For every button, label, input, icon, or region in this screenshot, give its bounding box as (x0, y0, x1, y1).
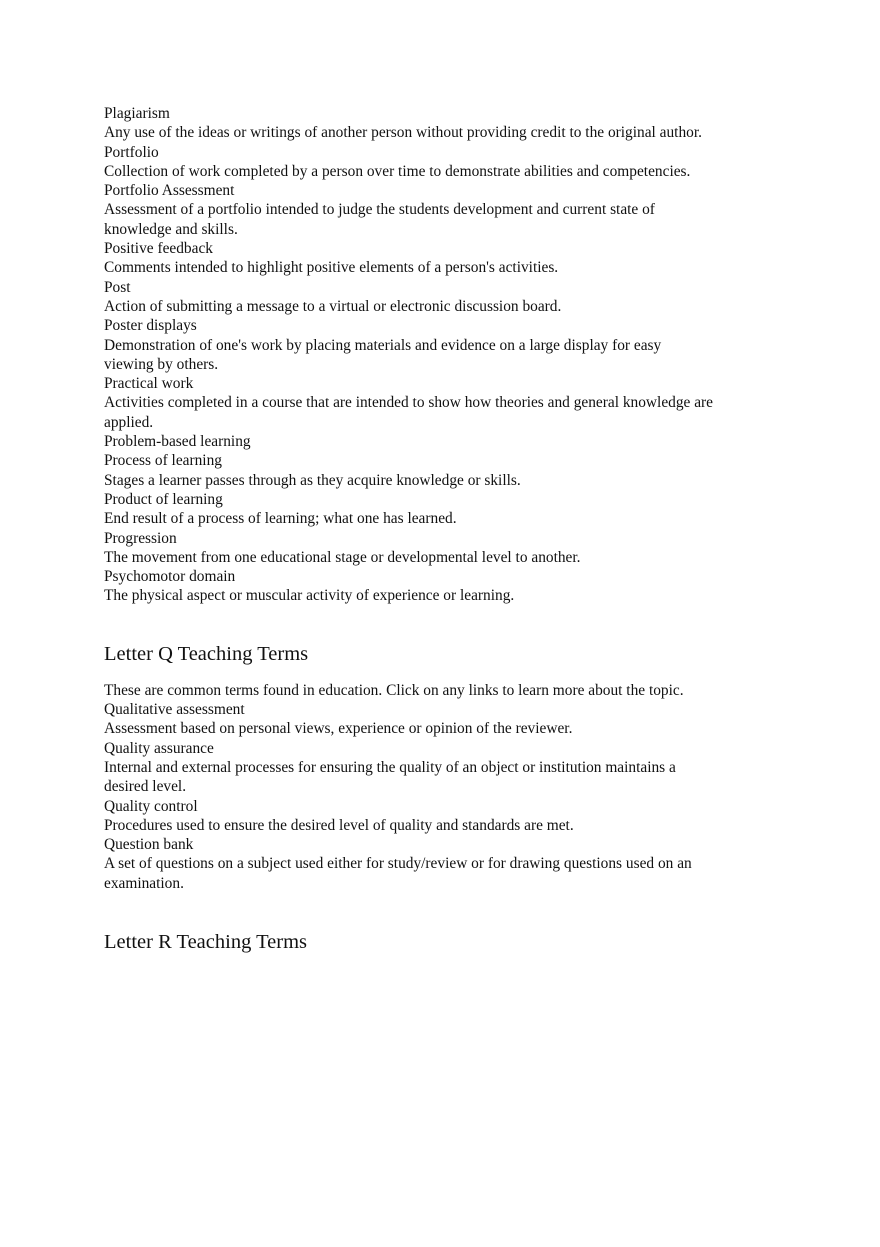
glossary-entry (104, 490, 714, 529)
glossary-entry (104, 143, 714, 182)
definition: Stages a learner passes through as they acquire knowledge or skills. (104, 471, 521, 489)
term: Portfolio (104, 143, 159, 161)
glossary-entry (104, 739, 714, 797)
definition: The physical aspect or muscular activity of experience or learning. (104, 587, 515, 605)
glossary-entry (104, 374, 714, 432)
p-terms-list (104, 104, 714, 606)
definition: A set of questions on a subject used either for study/review or for drawing questions used on an examination. (104, 855, 692, 892)
term: Poster displays (104, 317, 197, 335)
term: Positive feedback (104, 240, 213, 258)
term: Problem-based learning (104, 433, 251, 451)
definition: End result of a process of learning; what one has learned. (104, 510, 457, 528)
glossary-entry (104, 797, 714, 836)
definition: Action of submitting a message to a virtual or electronic discussion board. (104, 297, 562, 315)
definition: Demonstration of one's work by placing materials and evidence on a large display for easy viewing by others. (104, 336, 662, 373)
document-page (104, 104, 714, 955)
term: Process of learning (104, 452, 222, 470)
term: Quality assurance (104, 739, 214, 757)
glossary-entry (104, 700, 714, 739)
glossary-entry (104, 278, 714, 317)
definition: Assessment based on personal views, experience or opinion of the reviewer. (104, 720, 573, 738)
definition: Activities completed in a course that are intended to show how theories and general knowledge are applied. (104, 394, 714, 431)
glossary-entry (104, 451, 714, 490)
definition: Assessment of a portfolio intended to judge the students development and current state of knowledge and skills. (104, 201, 655, 238)
glossary-entry (104, 567, 714, 606)
term: Practical work (104, 375, 194, 393)
term: Psychomotor domain (104, 568, 236, 586)
section-heading-r: Letter R Teaching Terms (104, 930, 308, 953)
term: Qualitative assessment (104, 701, 245, 719)
glossary-entry (104, 529, 714, 568)
definition: Any use of the ideas or writings of another person without providing credit to the original author. (104, 124, 702, 142)
definition: The movement from one educational stage or developmental level to another. (104, 548, 581, 566)
term: Question bank (104, 836, 194, 854)
glossary-entry (104, 835, 714, 893)
term: Product of learning (104, 490, 223, 508)
definition: Collection of work completed by a person over time to demonstrate abilities and competencies. (104, 162, 691, 180)
q-section (104, 681, 714, 893)
term: Plagiarism (104, 105, 170, 122)
definition: Internal and external processes for ensuring the quality of an object or institution maintains a desired level. (104, 758, 676, 796)
definition: Comments intended to highlight positive elements of a person's activities. (104, 259, 559, 277)
glossary-entry (104, 316, 714, 374)
term: Progression (104, 529, 177, 547)
term: Post (104, 278, 131, 296)
glossary-entry (104, 181, 714, 239)
glossary-entry (104, 432, 714, 451)
definition: Procedures used to ensure the desired level of quality and standards are met. (104, 816, 574, 834)
section-heading-q: Letter Q Teaching Terms (104, 642, 309, 665)
term: Portfolio Assessment (104, 182, 235, 200)
glossary-entry (104, 104, 714, 143)
glossary-entry (104, 239, 714, 278)
section-intro: These are common terms found in education. Click on any links to learn more about the topic. (104, 681, 684, 699)
term: Quality control (104, 797, 198, 815)
